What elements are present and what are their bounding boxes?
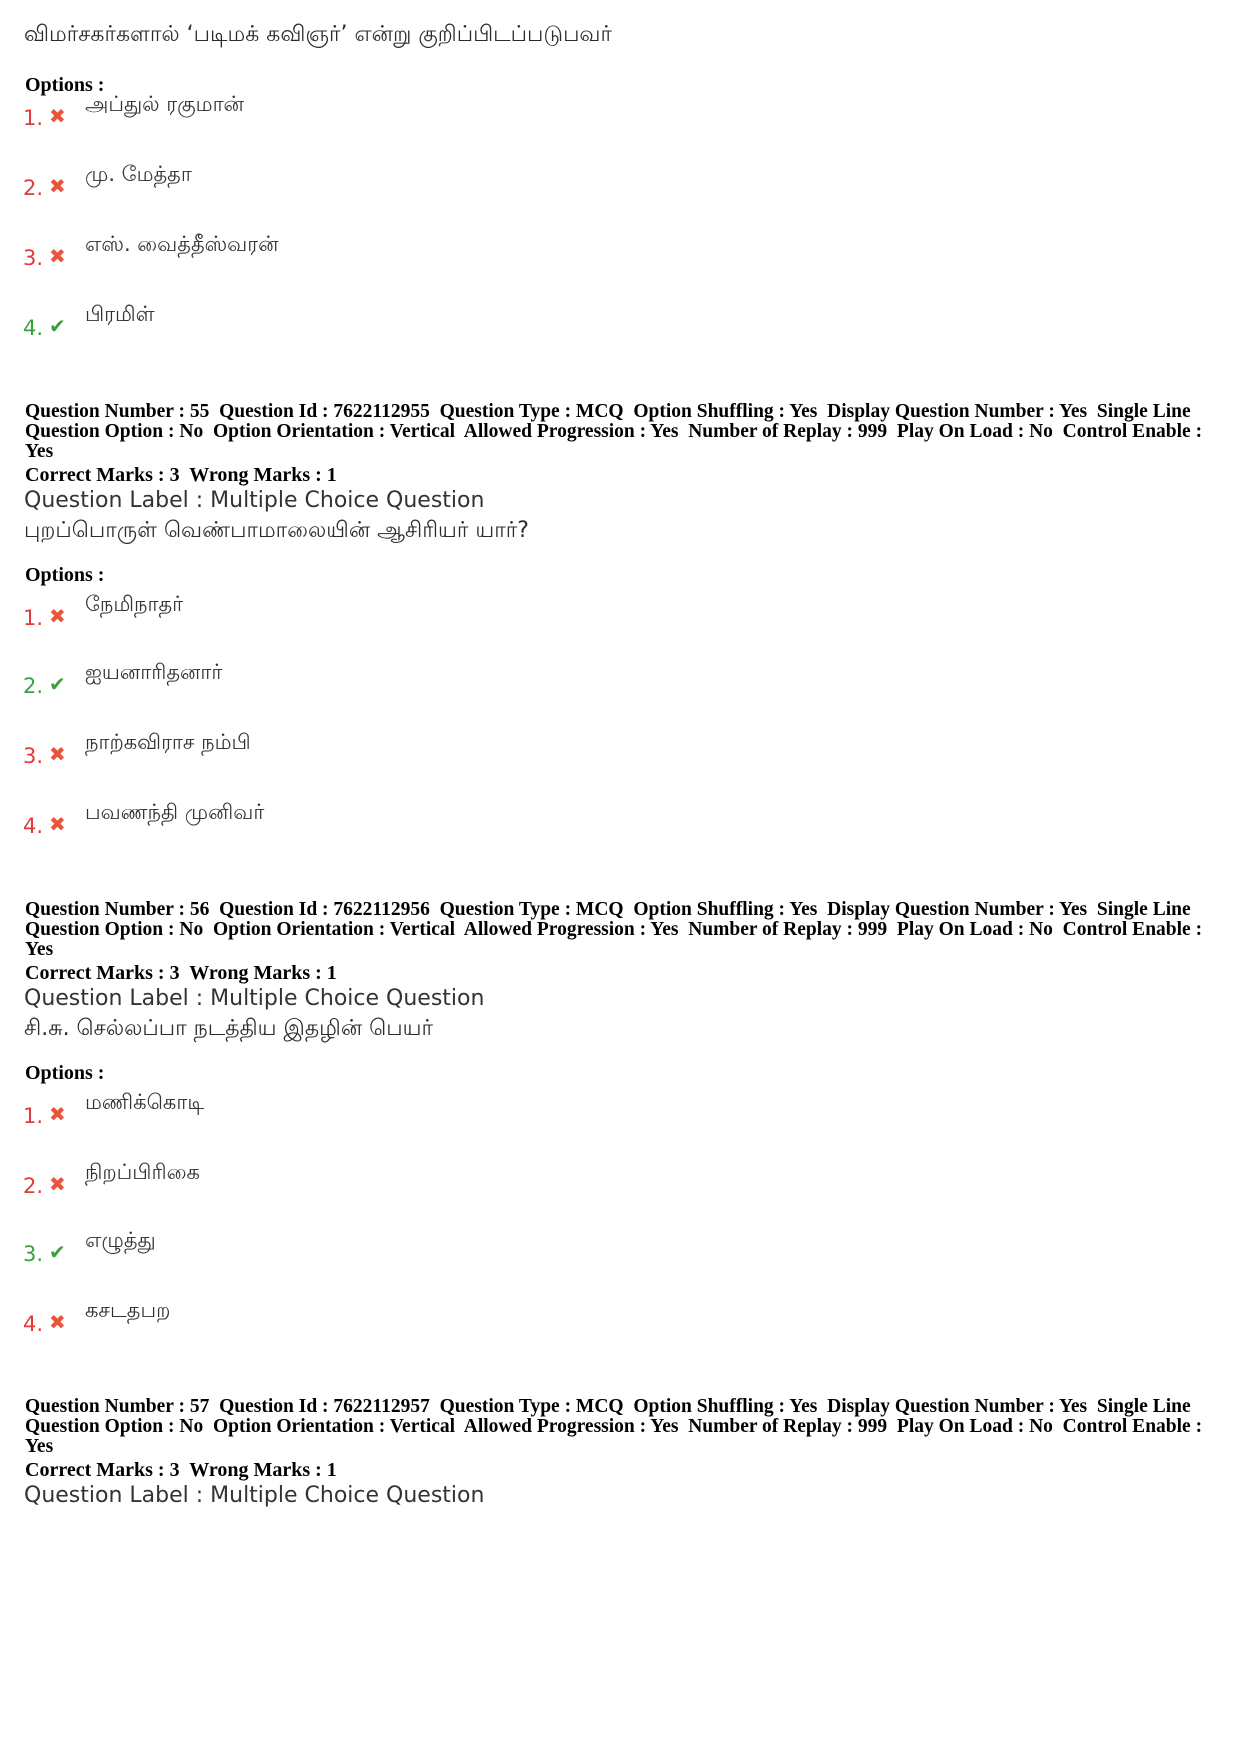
option-item bbox=[23, 1298, 623, 1338]
cross-icon: ✖ bbox=[49, 1310, 66, 1334]
option-text: நாற்கவிராச நம்பி bbox=[85, 730, 251, 754]
option-number: 3. bbox=[23, 1242, 44, 1266]
marks-info: Correct Marks : 3 Wrong Marks : 1 bbox=[25, 1459, 337, 1481]
option-text: பிரமிள் bbox=[85, 302, 155, 326]
question-text: விமர்சகர்களால் ‘படிமக் கவிஞர்’ என்று குறிப்பிடப்படுபவர் bbox=[24, 22, 612, 47]
marks-info: Correct Marks : 3 Wrong Marks : 1 bbox=[25, 464, 337, 486]
option-item bbox=[23, 92, 623, 132]
check-icon: ✔ bbox=[49, 672, 66, 696]
question-label: Question Label : Multiple Choice Question bbox=[24, 488, 485, 513]
option-item bbox=[23, 1228, 623, 1268]
option-item bbox=[23, 1160, 623, 1200]
check-icon: ✔ bbox=[49, 314, 66, 338]
cross-icon: ✖ bbox=[49, 742, 66, 766]
option-item bbox=[23, 592, 623, 632]
question-text: புறப்பொருள் வெண்பாமாலையின் ஆசிரியர் யார்? bbox=[24, 518, 529, 543]
options-heading: Options : bbox=[25, 564, 105, 586]
question-meta: Question Number : 55 Question Id : 7622112955 Question Type : MCQ Option Shuffling : Yes Display Question Number : Yes Single Line Question Option : No Option Orientation : Vertical Allowed Progression : Yes Number of Replay : 999 Play On Load : No Control Enable : Yes bbox=[25, 401, 1207, 462]
option-text: அப்துல் ரகுமான் bbox=[85, 92, 244, 116]
options-heading: Options : bbox=[25, 1062, 105, 1084]
option-item bbox=[23, 162, 623, 202]
option-item bbox=[23, 1090, 623, 1130]
option-text: எழுத்து bbox=[85, 1228, 156, 1252]
option-item bbox=[23, 800, 623, 840]
cross-icon: ✖ bbox=[49, 604, 66, 628]
option-item bbox=[23, 730, 623, 770]
options-heading: Options : bbox=[25, 74, 105, 96]
option-number: 3. bbox=[23, 246, 44, 270]
option-text: மணிக்கொடி bbox=[85, 1090, 205, 1114]
question-label: Question Label : Multiple Choice Question bbox=[24, 1483, 485, 1508]
option-number: 1. bbox=[23, 606, 44, 630]
cross-icon: ✖ bbox=[49, 244, 66, 268]
cross-icon: ✖ bbox=[49, 812, 66, 836]
option-number: 2. bbox=[23, 674, 44, 698]
check-icon: ✔ bbox=[49, 1240, 66, 1264]
option-text: மு. மேத்தா bbox=[85, 162, 192, 186]
option-number: 4. bbox=[23, 1312, 44, 1336]
option-text: ஐயனாரிதனார் bbox=[85, 660, 223, 684]
option-item bbox=[23, 302, 623, 342]
option-number: 2. bbox=[23, 176, 44, 200]
cross-icon: ✖ bbox=[49, 104, 66, 128]
option-number: 2. bbox=[23, 1174, 44, 1198]
marks-info: Correct Marks : 3 Wrong Marks : 1 bbox=[25, 962, 337, 984]
cross-icon: ✖ bbox=[49, 1172, 66, 1196]
option-number: 3. bbox=[23, 744, 44, 768]
option-text: நிறப்பிரிகை bbox=[85, 1160, 200, 1184]
option-text: பவணந்தி முனிவர் bbox=[85, 800, 265, 824]
option-number: 1. bbox=[23, 1104, 44, 1128]
option-number: 4. bbox=[23, 316, 44, 340]
option-item bbox=[23, 232, 623, 272]
option-number: 1. bbox=[23, 106, 44, 130]
question-meta: Question Number : 57 Question Id : 7622112957 Question Type : MCQ Option Shuffling : Yes Display Question Number : Yes Single Line Question Option : No Option Orientation : Vertical Allowed Progression : Yes Number of Replay : 999 Play On Load : No Control Enable : Yes bbox=[25, 1396, 1207, 1457]
option-text: நேமிநாதர் bbox=[85, 592, 184, 616]
option-item bbox=[23, 660, 623, 700]
question-meta: Question Number : 56 Question Id : 7622112956 Question Type : MCQ Option Shuffling : Yes Display Question Number : Yes Single Line Question Option : No Option Orientation : Vertical Allowed Progression : Yes Number of Replay : 999 Play On Load : No Control Enable : Yes bbox=[25, 899, 1207, 960]
option-text: கசடதபற bbox=[85, 1298, 171, 1322]
cross-icon: ✖ bbox=[49, 1102, 66, 1126]
question-text: சி.சு. செல்லப்பா நடத்திய இதழின் பெயர் bbox=[24, 1016, 434, 1041]
cross-icon: ✖ bbox=[49, 174, 66, 198]
question-label: Question Label : Multiple Choice Question bbox=[24, 986, 485, 1011]
option-text: எஸ். வைத்தீஸ்வரன் bbox=[85, 232, 279, 256]
option-number: 4. bbox=[23, 814, 44, 838]
